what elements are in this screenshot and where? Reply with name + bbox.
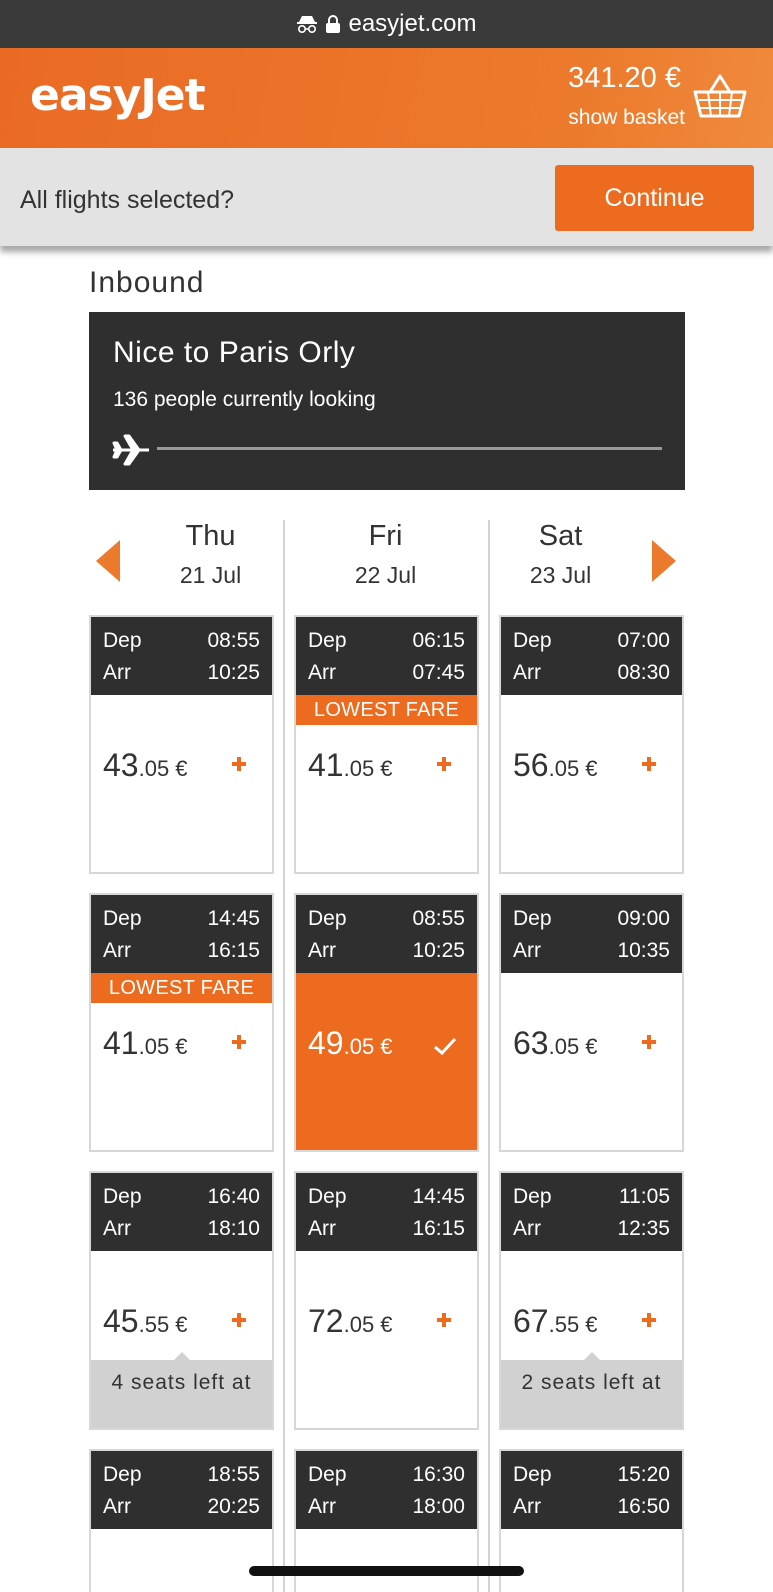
flight-times xyxy=(91,895,272,973)
fare-price xyxy=(308,1025,393,1062)
browser-url-bar[interactable] xyxy=(0,0,773,48)
fare-price xyxy=(103,747,188,784)
price-rest: .05 € xyxy=(343,1034,393,1059)
price-main: 63 xyxy=(513,1025,549,1061)
previous-day-arrow-icon[interactable] xyxy=(96,540,120,582)
arr-label: Arr xyxy=(308,1217,336,1240)
seats-tip xyxy=(174,1352,190,1360)
arr-time: 08:30 xyxy=(617,661,670,684)
route-info xyxy=(89,312,685,490)
flight-times xyxy=(91,1451,272,1529)
lock-icon xyxy=(326,15,340,33)
seats-left-notice: 4 seats left at xyxy=(91,1360,272,1428)
dep-label: Dep xyxy=(308,907,347,930)
arr-time: 10:25 xyxy=(207,661,260,684)
price-main: 41 xyxy=(103,1025,139,1061)
continue-button[interactable]: Continue xyxy=(555,165,754,231)
flight-times xyxy=(296,1451,477,1529)
fare-price xyxy=(308,1303,393,1340)
price-rest: .05 € xyxy=(343,1312,393,1337)
dep-label: Dep xyxy=(103,1185,142,1208)
price-rest: .05 € xyxy=(548,756,598,781)
arr-label: Arr xyxy=(513,661,541,684)
arr-time: 07:45 xyxy=(412,661,465,684)
fare-price xyxy=(513,747,598,784)
seats-left-notice: 2 seats left at xyxy=(501,1360,682,1428)
day-date: 23 Jul xyxy=(529,562,592,588)
day-of-week: Fri xyxy=(368,520,403,552)
arr-time: 18:00 xyxy=(412,1495,465,1518)
fare-price xyxy=(103,1303,188,1340)
price-main: 41 xyxy=(308,747,344,783)
price-main: 72 xyxy=(308,1303,344,1339)
url-text: easyjet.com xyxy=(348,10,477,37)
arr-label: Arr xyxy=(308,1495,336,1518)
arr-time: 20:25 xyxy=(207,1495,260,1518)
fare-price xyxy=(513,1303,598,1340)
flight-times xyxy=(296,1173,477,1251)
flights-selected-question: All flights selected? xyxy=(20,186,235,214)
arr-time: 16:50 xyxy=(617,1495,670,1518)
dep-label: Dep xyxy=(513,629,552,652)
dep-time: 18:55 xyxy=(207,1463,260,1486)
day-header-sat[interactable] xyxy=(468,520,653,589)
price-rest: .55 € xyxy=(138,1312,188,1337)
lowest-fare-badge: LOWEST FARE xyxy=(296,695,477,725)
day-date: 21 Jul xyxy=(179,562,242,588)
plus-icon xyxy=(642,757,656,771)
day-header-fri[interactable] xyxy=(293,520,478,589)
dep-label: Dep xyxy=(308,1185,347,1208)
seats-tip xyxy=(584,1352,600,1360)
flight-card-selected[interactable] xyxy=(294,893,479,1152)
column-divider xyxy=(283,520,285,1592)
dep-label: Dep xyxy=(103,907,142,930)
plus-icon xyxy=(232,1313,246,1327)
flight-card[interactable] xyxy=(89,1171,274,1430)
price-rest: .05 € xyxy=(138,756,188,781)
arr-label: Arr xyxy=(103,1495,131,1518)
section-title: Inbound xyxy=(89,266,205,299)
price-rest: .05 € xyxy=(343,756,393,781)
arr-time: 10:25 xyxy=(412,939,465,962)
plus-icon xyxy=(437,757,451,771)
arr-label: Arr xyxy=(513,1217,541,1240)
flight-card[interactable] xyxy=(294,615,479,874)
price-main: 45 xyxy=(103,1303,139,1339)
easyjet-logo[interactable]: easyJet xyxy=(30,70,205,121)
dep-time: 14:45 xyxy=(412,1185,465,1208)
dep-label: Dep xyxy=(103,1463,142,1486)
arr-time: 10:35 xyxy=(617,939,670,962)
price-rest: .05 € xyxy=(548,1034,598,1059)
flight-card[interactable] xyxy=(89,893,274,1152)
dep-time: 16:30 xyxy=(412,1463,465,1486)
dep-time: 07:00 xyxy=(617,629,670,652)
flight-times xyxy=(501,1173,682,1251)
fare-price xyxy=(308,747,393,784)
flight-times xyxy=(91,1173,272,1251)
dep-label: Dep xyxy=(308,1463,347,1486)
price-main: 43 xyxy=(103,747,139,783)
arr-label: Arr xyxy=(513,1495,541,1518)
flight-times xyxy=(296,895,477,973)
day-of-week: Thu xyxy=(185,520,236,552)
basket-total[interactable]: 341.20 € xyxy=(568,62,681,94)
site-header xyxy=(0,48,773,148)
dep-time: 06:15 xyxy=(412,629,465,652)
arr-label: Arr xyxy=(308,661,336,684)
dep-time: 15:20 xyxy=(617,1463,670,1486)
dep-time: 16:40 xyxy=(207,1185,260,1208)
arr-label: Arr xyxy=(308,939,336,962)
arr-label: Arr xyxy=(513,939,541,962)
dep-label: Dep xyxy=(513,1463,552,1486)
fare-price xyxy=(513,1025,598,1062)
flight-card[interactable] xyxy=(89,615,274,874)
plus-icon xyxy=(642,1035,656,1049)
flight-times xyxy=(501,895,682,973)
plus-icon xyxy=(232,757,246,771)
flight-card[interactable] xyxy=(89,1449,274,1592)
arr-time: 12:35 xyxy=(617,1217,670,1240)
dep-time: 11:05 xyxy=(619,1185,670,1208)
arr-time: 16:15 xyxy=(207,939,260,962)
dep-time: 14:45 xyxy=(207,907,260,930)
arr-time: 18:10 xyxy=(207,1217,260,1240)
incognito-icon xyxy=(296,13,318,35)
flight-progress-track xyxy=(157,447,662,450)
price-main: 56 xyxy=(513,747,549,783)
day-date: 22 Jul xyxy=(354,562,417,588)
flight-times xyxy=(501,617,682,695)
next-day-arrow-icon[interactable] xyxy=(652,540,676,582)
arr-label: Arr xyxy=(103,661,131,684)
plus-icon xyxy=(642,1313,656,1327)
plus-icon xyxy=(437,1313,451,1327)
lowest-fare-badge: LOWEST FARE xyxy=(91,973,272,1003)
home-indicator[interactable] xyxy=(249,1566,524,1576)
price-main: 67 xyxy=(513,1303,549,1339)
selected-highlight xyxy=(296,973,477,1152)
plus-icon xyxy=(232,1035,246,1049)
dep-time: 09:00 xyxy=(617,907,670,930)
flight-card[interactable] xyxy=(499,1449,684,1592)
route-name: Nice to Paris Orly xyxy=(113,336,356,369)
basket-icon[interactable] xyxy=(693,72,747,120)
fare-price xyxy=(103,1025,188,1062)
people-looking: 136 people currently looking xyxy=(113,388,376,411)
price-rest: .05 € xyxy=(138,1034,188,1059)
flight-times xyxy=(296,617,477,695)
flight-card[interactable] xyxy=(294,1171,479,1430)
dep-time: 08:55 xyxy=(412,907,465,930)
dep-label: Dep xyxy=(513,1185,552,1208)
checkmark-icon xyxy=(433,1036,457,1056)
continue-bar xyxy=(0,148,773,246)
dep-label: Dep xyxy=(308,629,347,652)
plane-icon xyxy=(111,430,151,470)
arr-time: 16:15 xyxy=(412,1217,465,1240)
flight-card[interactable] xyxy=(499,615,684,874)
arr-label: Arr xyxy=(103,939,131,962)
flight-card[interactable] xyxy=(499,1171,684,1430)
dep-time: 08:55 xyxy=(207,629,260,652)
day-of-week: Sat xyxy=(538,520,583,552)
flight-times xyxy=(501,1451,682,1529)
show-basket-link[interactable]: show basket xyxy=(568,106,685,129)
flight-times xyxy=(91,617,272,695)
column-divider xyxy=(488,520,490,1592)
price-main: 49 xyxy=(308,1025,344,1061)
day-header-thu[interactable] xyxy=(118,520,303,589)
dep-label: Dep xyxy=(103,629,142,652)
dep-label: Dep xyxy=(513,907,552,930)
price-rest: .55 € xyxy=(548,1312,598,1337)
arr-label: Arr xyxy=(103,1217,131,1240)
flight-card[interactable] xyxy=(499,893,684,1152)
